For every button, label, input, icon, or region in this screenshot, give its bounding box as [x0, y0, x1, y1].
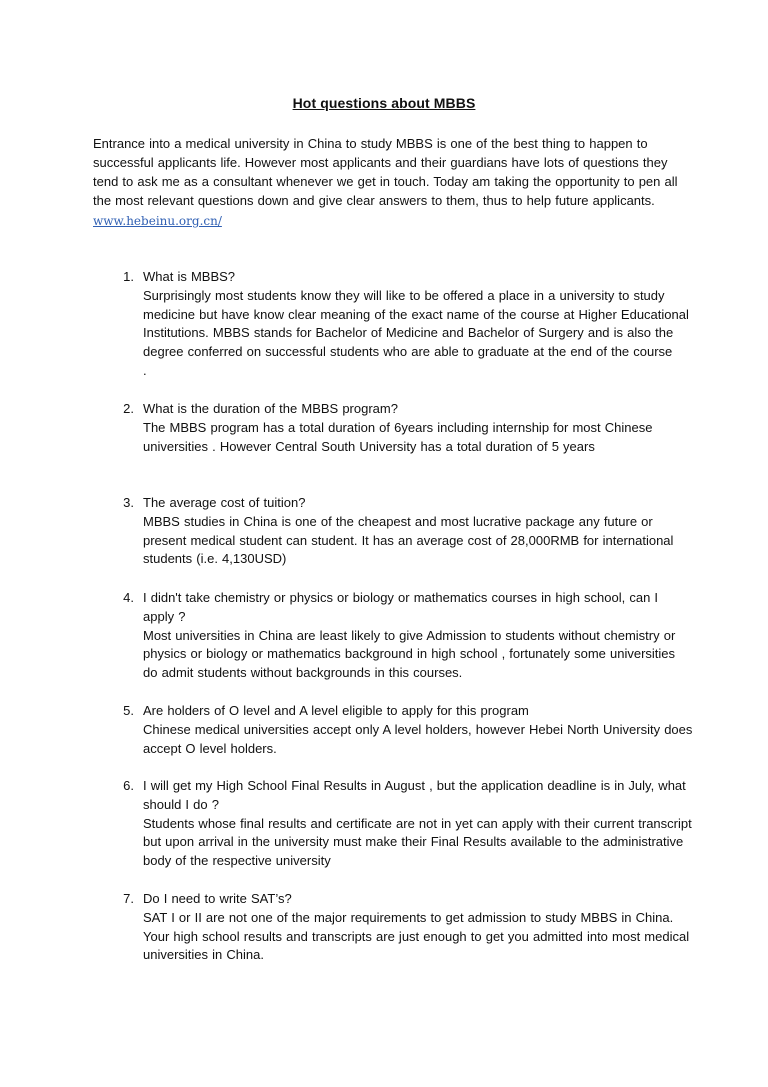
question-text: I didn't take chemistry or physics or biology or mathematics courses in high school, can I apply ?: [143, 590, 659, 624]
item-number: 4.: [123, 590, 134, 605]
question-text: What is MBBS?: [143, 269, 236, 284]
list-item: [93, 890, 693, 965]
answer-text: MBBS studies in China is one of the cheapest and most lucrative package any future or present medical student can student. It has an average cost of 28,000RMB for international students (i.e. 4,130USD): [143, 513, 674, 567]
item-number: 6.: [123, 778, 134, 793]
list-item: [93, 777, 693, 871]
intro-text: Entrance into a medical university in China to study MBBS is one of the best thing to happen to successful applicants life. However most applicants and their guardians have lots of questions they tend to ask me as a consultant whenever we get in touch. Today am taking the opportunity to pen all the most relevant questions down and give clear answers to them, thus to help future applicants.: [93, 136, 678, 208]
item-number: 5.: [123, 703, 134, 718]
answer-text: Surprisingly most students know they will like to be offered a place in a university to study medicine but have know clear meaning of the exact name of the course at Higher Educational Institutions. MBBS stands for Bachelor of Medicine and Bachelor of Surgery and is also the degree conferred on successful students who are able to graduate at the end of the course: [143, 287, 689, 360]
answer-text: The MBBS program has a total duration of 6years including internship for most Chinese universities . However Central South University has a total duration of 5 years: [143, 419, 653, 454]
question-text: I will get my High School Final Results in August , but the application deadline is in July, what should I do ?: [143, 778, 686, 812]
answer-text: SAT I or II are not one of the major requirements to get admission to study MBBS in China. Your high school results and transcripts are just enough to get you admitted into most medical universities in China.: [143, 909, 690, 963]
question-text: Are holders of O level and A level eligible to apply for this program: [143, 703, 529, 718]
item-number: 3.: [123, 495, 134, 510]
answer-text: Chinese medical universities accept only A level holders, however Hebei North University does accept O level holders.: [143, 721, 693, 756]
intro-paragraph: [93, 134, 693, 231]
trailing-period: .: [143, 362, 147, 378]
answer-text: Students whose final results and certificate are not in yet can apply with their current transcript but upon arrival in the university must make their Final Results available to the administrative body of the respective university: [143, 815, 692, 869]
list-item: [93, 268, 693, 381]
item-number: 1.: [123, 269, 134, 284]
list-item: [93, 494, 693, 569]
list-item: [93, 702, 693, 758]
list-item: [93, 589, 693, 683]
page-title: Hot questions about MBBS: [292, 95, 476, 111]
question-text: What is the duration of the MBBS program?: [143, 401, 398, 416]
website-link[interactable]: www.hebeinu.org.cn/: [93, 214, 222, 228]
item-number: 2.: [123, 401, 134, 416]
answer-text: Most universities in China are least likely to give Admission to students without chemistry or physics or biology or mathematics background in high school , fortunately some universities do admit students without backgrounds in this courses.: [143, 627, 676, 681]
list-item: [93, 400, 693, 456]
question-text: Do I need to write SAT’s?: [143, 891, 292, 906]
question-text: The average cost of tuition?: [143, 495, 306, 510]
item-number: 7.: [123, 891, 134, 906]
